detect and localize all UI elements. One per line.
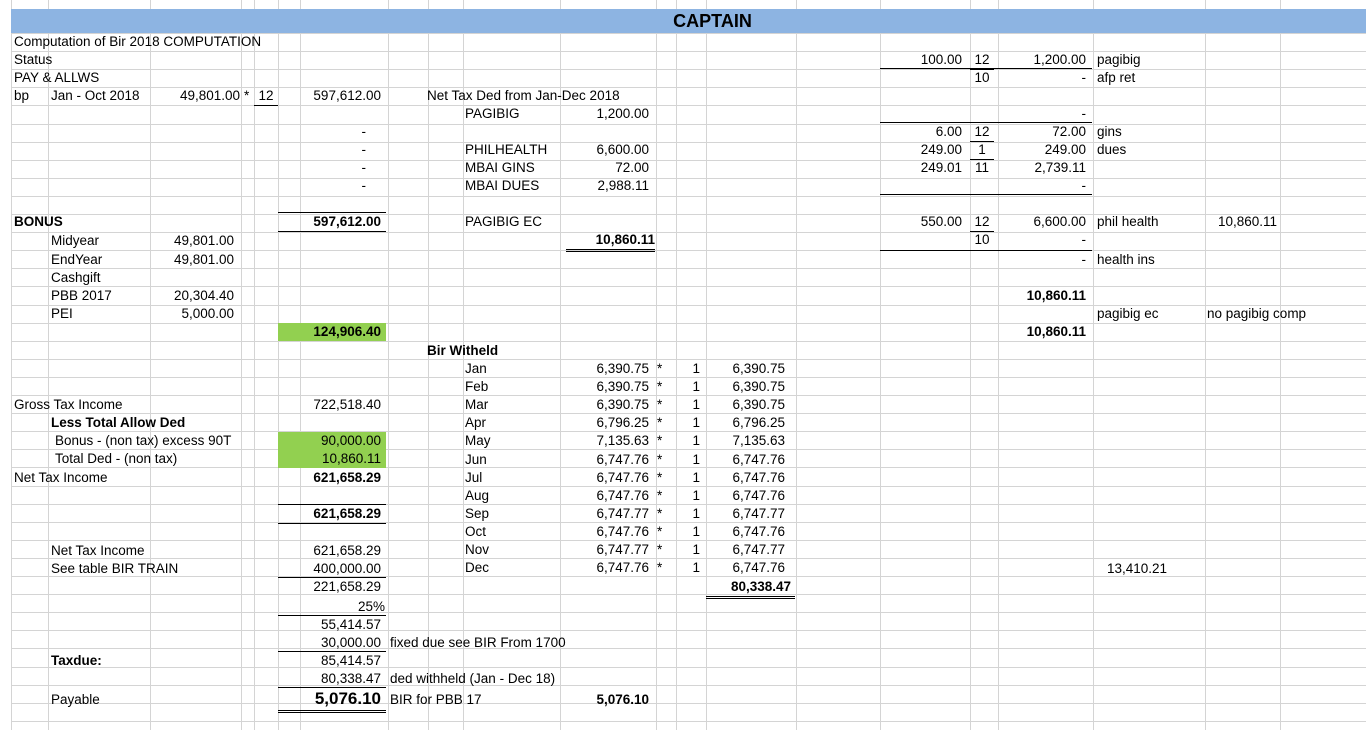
- compute-excess: 221,658.29: [278, 577, 386, 596]
- gridline-h: [11, 196, 1366, 197]
- gridline-h: [11, 630, 1366, 631]
- compute-rate: 25%: [357, 599, 385, 614]
- dash-2: -: [361, 142, 366, 157]
- bonus-label-endyear: EndYear: [51, 252, 103, 267]
- right-amount: -: [1081, 232, 1086, 247]
- gridline-h: [11, 721, 1366, 722]
- right-block-border-3: [880, 194, 1092, 195]
- gridline-v: [388, 0, 389, 730]
- gridline-h: [11, 594, 1366, 595]
- gridline-h: [11, 648, 1366, 649]
- right-months: 10: [974, 70, 990, 85]
- bp-period: Jan - Oct 2018: [51, 88, 140, 103]
- gridline-v: [1093, 0, 1094, 730]
- witheld-star: *: [657, 433, 663, 448]
- bonus-nontax-value: 90,000.00: [320, 433, 381, 448]
- right-months: 1: [970, 141, 994, 160]
- right-label: [1097, 159, 1197, 177]
- bonus-label-midyear: Midyear: [51, 233, 100, 248]
- sheet-title: CAPTAIN: [673, 11, 752, 31]
- right-label: phil health: [1097, 214, 1159, 229]
- taxdue-label: Taxdue:: [51, 653, 102, 668]
- taxdue-value: 85,414.57: [278, 651, 386, 670]
- bonus-total: 124,906.40: [313, 324, 381, 339]
- right-amount: 249.00: [1044, 142, 1086, 157]
- witheld-total-cell: 6,747.76: [732, 560, 785, 575]
- bp-star: *: [244, 88, 250, 103]
- witheld-month: Mar: [465, 397, 489, 412]
- bp-code: bp: [14, 88, 30, 103]
- right-rate: [880, 69, 962, 87]
- bonus-label-cashgift: Cashgift: [51, 270, 101, 285]
- witheld-star: *: [657, 470, 663, 485]
- payable-label: Payable: [51, 692, 100, 707]
- phil-far-total: 10,860.11: [1217, 214, 1277, 229]
- witheld-total-cell: 6,747.76: [732, 470, 785, 485]
- witheld-amount: 6,390.75: [596, 397, 649, 412]
- ded-nontax-label: Total Ded - (non tax): [55, 451, 178, 466]
- gridline-v: [1280, 0, 1281, 730]
- witheld-month: Jun: [465, 452, 487, 467]
- right-label: health ins: [1097, 252, 1155, 267]
- compute-net-label: Net Tax Income: [51, 543, 145, 558]
- witheld-month: Sep: [465, 506, 490, 521]
- witheld-amount: 6,390.75: [596, 379, 649, 394]
- gridline-v: [241, 0, 242, 730]
- right-amount: 6,600.00: [1033, 214, 1086, 229]
- right-amount: -: [1081, 106, 1086, 121]
- ded-total: 10,860.11: [566, 231, 655, 252]
- ded-label-mbai-dues: MBAI DUES: [465, 178, 540, 193]
- gridline-h: [11, 612, 1366, 613]
- gridline-h: [11, 685, 1366, 686]
- gross-value: 722,518.40: [313, 397, 381, 412]
- payable-value: 5,076.10: [278, 687, 386, 713]
- net-tax-ded-title: Net Tax Ded from Jan-Dec 2018: [427, 88, 620, 103]
- right-block-border-4: [880, 250, 1092, 251]
- ded-value-philhealth: 6,600.00: [596, 142, 649, 157]
- net-tax-income-value-2: 621,658.29: [278, 504, 386, 524]
- witheld-star: *: [657, 379, 663, 394]
- witheld-star: *: [657, 361, 663, 376]
- witheld-total-cell: 6,796.25: [732, 415, 785, 430]
- right-label: pagibig: [1097, 52, 1141, 67]
- gridline-h: [11, 341, 1366, 342]
- right-rate: [880, 105, 962, 123]
- ded-value-pagibig: 1,200.00: [596, 106, 649, 121]
- right-months: 10: [974, 232, 990, 247]
- right-rate: [880, 251, 962, 269]
- payable-right: 5,076.10: [596, 692, 649, 707]
- witheld-star: *: [657, 397, 663, 412]
- witheld-mult: 1: [692, 452, 700, 467]
- bonus-nontax-label: Bonus - (non tax) excess 90T: [55, 433, 232, 448]
- witheld-star: *: [657, 506, 663, 521]
- witheld-star: *: [657, 524, 663, 539]
- withheld-note: ded withheld (Jan - Dec 18): [390, 671, 556, 686]
- witheld-amount: 6,747.76: [596, 560, 649, 575]
- bonus-label-pbb: PBB 2017: [51, 288, 112, 303]
- right-months: [970, 105, 994, 123]
- compute-tax: 55,414.57: [278, 615, 386, 634]
- net-tax-income-value: 621,658.29: [313, 470, 381, 485]
- witheld-total: 80,338.47: [706, 578, 795, 599]
- witheld-amount: 6,747.77: [596, 542, 649, 557]
- right-amount: 72.00: [1052, 124, 1086, 139]
- ded-value-mbai-gins: 72.00: [615, 160, 649, 175]
- right-rate: [880, 177, 962, 195]
- witheld-mult: 1: [692, 433, 700, 448]
- ded-label-pagibig: PAGIBIG: [465, 106, 520, 121]
- right-sum-1: 10,860.11: [1026, 288, 1086, 303]
- witheld-star: *: [657, 415, 663, 430]
- right-label: afp ret: [1097, 70, 1136, 85]
- gridline-v: [1205, 0, 1206, 730]
- right-amount: 2,739.11: [1034, 160, 1086, 175]
- right-label: dues: [1097, 142, 1127, 157]
- bonus-value-midyear: 49,801.00: [173, 233, 234, 248]
- compute-fixed: 30,000.00: [320, 635, 381, 650]
- witheld-amount: 6,747.76: [596, 470, 649, 485]
- witheld-amount: 6,747.76: [596, 452, 649, 467]
- witheld-month: Nov: [465, 542, 490, 557]
- header-line3: PAY & ALLWS: [14, 70, 100, 85]
- withheld-value: 80,338.47: [320, 671, 381, 686]
- gridline-h: [11, 667, 1366, 668]
- right-label: [1097, 105, 1197, 123]
- bonus-value-endyear: 49,801.00: [173, 252, 234, 267]
- compute-table-value: 400,000.00: [313, 561, 381, 576]
- witheld-amount: 6,747.77: [596, 506, 649, 521]
- witheld-mult: 1: [692, 542, 700, 557]
- witheld-amount: 6,390.75: [596, 361, 649, 376]
- right-months: [970, 177, 994, 195]
- witheld-month: Jul: [465, 470, 483, 485]
- right-months: 11: [974, 160, 989, 175]
- witheld-total-cell: 6,747.77: [732, 542, 785, 557]
- gridline-v: [796, 0, 797, 730]
- gridline-v: [48, 0, 49, 730]
- gridline-v: [150, 0, 151, 730]
- bonus-value-pbb: 20,304.40: [173, 288, 234, 303]
- gridline-v: [463, 0, 464, 730]
- witheld-mult: 1: [692, 379, 700, 394]
- gridline-h: [11, 703, 1366, 704]
- witheld-total-cell: 7,135.63: [732, 433, 785, 448]
- right-label: gins: [1097, 124, 1122, 139]
- gridline-h: [11, 323, 1366, 324]
- less-allow-label: Less Total Allow Ded: [51, 415, 186, 430]
- ded-label-philhealth: PHILHEALTH: [465, 142, 548, 157]
- witheld-amount: 6,747.76: [596, 524, 649, 539]
- witheld-month: Aug: [465, 488, 490, 503]
- compute-net-value: 621,658.29: [313, 543, 381, 558]
- right-block-border-2: [880, 122, 1092, 123]
- witheld-total-cell: 6,390.75: [732, 379, 785, 394]
- bp-total: 597,612.00: [313, 88, 381, 103]
- witheld-amount: 6,796.25: [596, 415, 649, 430]
- gridline-v: [254, 0, 255, 730]
- witheld-mult: 1: [692, 560, 700, 575]
- witheld-star: *: [657, 542, 663, 557]
- right-sum-2: 10,860.11: [1026, 324, 1086, 339]
- witheld-star: *: [657, 560, 663, 575]
- witheld-star: *: [657, 488, 663, 503]
- right-amount: -: [1081, 70, 1086, 85]
- witheld-month: Feb: [465, 379, 489, 394]
- bonus-total-above: 597,612.00: [278, 212, 386, 232]
- witheld-mult: 1: [692, 415, 700, 430]
- payable-note: BIR for PBB 17: [390, 692, 482, 707]
- far-total: 13,410.21: [1106, 561, 1167, 576]
- gross-label: Gross Tax Income: [14, 397, 123, 412]
- header-line1: Computation of Bir 2018 COMPUTATION: [14, 34, 262, 49]
- witheld-total-cell: 6,747.76: [732, 452, 785, 467]
- right-amount: -: [1081, 252, 1086, 267]
- dash-1: -: [361, 124, 366, 139]
- ded-nontax-value: 10,860.11: [321, 451, 381, 466]
- gridline-v: [428, 0, 429, 730]
- right-rate: 100.00: [920, 52, 962, 67]
- witheld-total-cell: 6,390.75: [732, 397, 785, 412]
- bonus-value-pei: 5,000.00: [181, 306, 234, 321]
- compute-table-label: See table BIR TRAIN: [51, 561, 179, 576]
- witheld-month: May: [465, 433, 491, 448]
- bonus-title: BONUS: [14, 214, 63, 229]
- witheld-mult: 1: [692, 524, 700, 539]
- witheld-month: Oct: [465, 524, 487, 539]
- bp-months: 12: [254, 87, 278, 106]
- ded-label-pagibig-ec: PAGIBIG EC: [465, 214, 543, 229]
- right-rate: 249.00: [920, 142, 962, 157]
- right-months: [970, 251, 994, 269]
- witheld-amount: 6,747.76: [596, 488, 649, 503]
- right-label: [1097, 177, 1197, 195]
- ded-label-mbai-gins: MBAI GINS: [465, 160, 535, 175]
- witheld-month: Apr: [465, 415, 487, 430]
- right-months: 12: [970, 51, 994, 70]
- gridline-v: [11, 0, 12, 730]
- bp-amount: 49,801.00: [179, 88, 240, 103]
- witheld-mult: 1: [692, 397, 700, 412]
- witheld-amount: 7,135.63: [596, 433, 649, 448]
- ded-value-mbai-dues: 2,988.11: [597, 178, 649, 193]
- witheld-total-cell: 6,747.76: [732, 524, 785, 539]
- witheld-mult: 1: [692, 506, 700, 521]
- right-months: 12: [970, 123, 994, 142]
- right-rate: 550.00: [920, 214, 962, 229]
- right-rate: 249.01: [920, 160, 962, 175]
- right-months: 12: [970, 213, 994, 232]
- no-pagibig-comp: no pagibig comp: [1207, 306, 1307, 321]
- right-rate: 6.00: [935, 124, 962, 139]
- header-line2: Status: [14, 52, 53, 67]
- witheld-total-cell: 6,747.76: [732, 488, 785, 503]
- right-rate: [880, 231, 962, 249]
- witheld-month: Jan: [465, 361, 487, 376]
- right-label: [1097, 231, 1197, 249]
- witheld-total-cell: 6,747.77: [732, 506, 785, 521]
- witheld-title: Bir Witheld: [427, 343, 499, 358]
- compute-fixed-note: fixed due see BIR From 1700: [390, 635, 566, 650]
- witheld-mult: 1: [692, 470, 700, 485]
- witheld-month: Dec: [465, 560, 490, 575]
- right-amount: -: [1081, 178, 1086, 193]
- dash-3: -: [361, 160, 366, 175]
- witheld-mult: 1: [692, 488, 700, 503]
- witheld-total-cell: 6,390.75: [732, 361, 785, 376]
- dash-4: -: [361, 178, 366, 193]
- right-amount: 1,200.00: [1033, 52, 1086, 67]
- witheld-star: *: [657, 452, 663, 467]
- pagibig-ec-label: pagibig ec: [1097, 306, 1159, 321]
- bonus-label-pei: PEI: [51, 306, 73, 321]
- net-tax-income-label: Net Tax Income: [14, 470, 108, 485]
- witheld-mult: 1: [692, 361, 700, 376]
